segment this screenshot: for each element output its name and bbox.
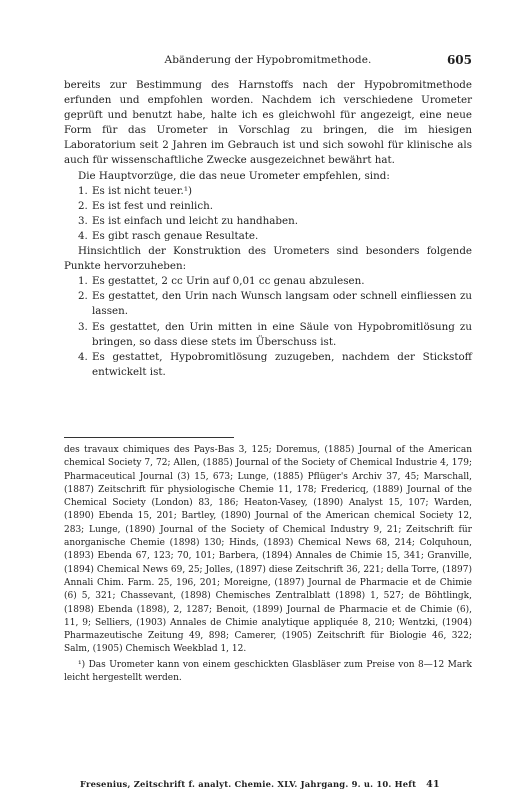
list-item	[64, 320, 472, 350]
item-text: Es gestattet, den Urin mitten in eine Säule von Hypobromitlösung zu bringen, so dass diese stets im Überschuss ist.	[92, 320, 472, 348]
advantages-list	[64, 184, 472, 244]
item-text: Es gestattet, 2 cc Urin auf 0,01 cc genau abzulesen.	[92, 275, 365, 288]
list-item	[64, 350, 472, 380]
item-text: Es gibt rasch genaue Resultate.	[92, 229, 259, 242]
references-footnote: des travaux chimiques des Pays-Bas 3, 125; Doremus, (1885) Journal of the American chemical Society 7, 72; Allen, (1885) Journal of the Society of Chemical Industrie 4, 179; Pharmaceutical Journal (3) 15, 673; Lunge, (1885) Pflüger's Archiv 37, 45; Marschall, (1887) Zeitschrift für physiologische Chemie 11, 178; Fredericq, (1889) Journal of the Chemical Society (London) 83, 186; Heaton-Vasey, (1890) Analyst 15, 107; Warden, (1890) Ebenda 15, 201; Bartley, (1890) Journal of the American chemical Society 12, 283; Lunge, (1890) Journal of the Society of Chemical Industry 9, 21; Zeitschrift für anorganische Chemie (1898) 130; Hinds, (1893) Chemical News 68, 214; Colquhoun, (1893) Ebenda 67, 123; 70, 101; Barbera, (1894) Annales de Chimie 15, 341; Granville, (1894) Chemical News 69, 25; Jolles, (1897) diese Zeitschrift 36, 221; della Torre, (1897) Annali Chim. Farm. 25, 196, 201; Moreigne, (1897) Journal de Pharmacie et de Chimie (6) 5, 321; Chassevant, (1898) Chemisches Zentralblatt (1898) 1, 527; de Böhtlingk, (1898) Ebenda (1898), 2, 1287; Benoit, (1899) Journal de Pharmacie et de Chimie (6), 11, 9; Selliers, (1903) Annales de Chimie analytique appliquée 8, 210; Wentzki, (1904) Pharmazeutische Zeitung 49, 898; Camerer, (1905) Zeitschrift für Biologie 46, 322; Salm, (1905) Chemisch Weekblad 1, 12.	[64, 445, 472, 655]
paragraph-3: Hinsichtlich der Konstruktion des Urometers sind besonders folgende Punkte hervorzuheben:	[64, 245, 472, 273]
paragraph-2: Die Hauptvorzüge, die das neue Urometer empfehlen, sind:	[78, 169, 390, 182]
footnotes	[64, 444, 472, 685]
construction-list	[64, 274, 472, 380]
item-number: 4.	[78, 350, 88, 363]
item-number: 3.	[78, 320, 88, 333]
paragraph-1: bereits zur Bestimmung des Harnstoffs nach der Hypobromitmethode erfunden und empfohlen worden. Nachdem ich verschiedene Urometer geprüft und benutzt habe, halte ich es gleichwohl für angezeigt, eine neue Form für das Urometer in Vorschlag zu bringen, die im hiesigen Laboratorium seit 2 Jahren im Gebrauch ist und sich sowohl für klinische als auch für wissenschaftliche Zwecke ausgezeichnet bewährt hat.	[64, 79, 472, 167]
item-text: Es ist fest und reinlich.	[92, 199, 213, 212]
list-item	[64, 274, 472, 289]
list-item	[64, 214, 472, 229]
list-item	[64, 289, 472, 319]
running-title: Abänderung der Hypobromitmethode.	[164, 54, 372, 66]
item-text: Es gestattet, Hypobromitlösung zuzugeben, nachdem der Stickstoff entwickelt ist.	[92, 350, 472, 378]
page-number: 605	[446, 53, 472, 67]
item-number: 2.	[78, 199, 88, 212]
list-item	[64, 229, 472, 244]
footnote-1: ¹) Das Urometer kann von einem geschickten Glasbläser zum Preise von 8—12 Mark leicht hergestellt werden.	[64, 659, 472, 684]
list-item	[64, 184, 472, 199]
item-text: Es gestattet, den Urin nach Wunsch langsam oder schnell einfliessen zu lassen.	[92, 290, 472, 318]
item-number: 1.	[78, 184, 88, 197]
item-number: 4.	[78, 229, 88, 242]
item-text: Es ist einfach und leicht zu handhaben.	[92, 214, 299, 227]
item-number: 2.	[78, 290, 88, 303]
item-number: 1.	[78, 275, 88, 288]
item-number: 3.	[78, 214, 88, 227]
running-header	[64, 54, 472, 68]
item-text: Es ist nicht teuer.¹)	[92, 184, 192, 197]
list-item	[64, 199, 472, 214]
signature-line	[80, 779, 440, 790]
main-text	[64, 78, 472, 380]
footnote-divider	[64, 437, 234, 438]
journal-signature: Fresenius, Zeitschrift f. analyt. Chemie. XLV. Jahrgang. 9. u. 10. Heft	[80, 779, 417, 789]
sheet-number: 41	[426, 779, 440, 790]
